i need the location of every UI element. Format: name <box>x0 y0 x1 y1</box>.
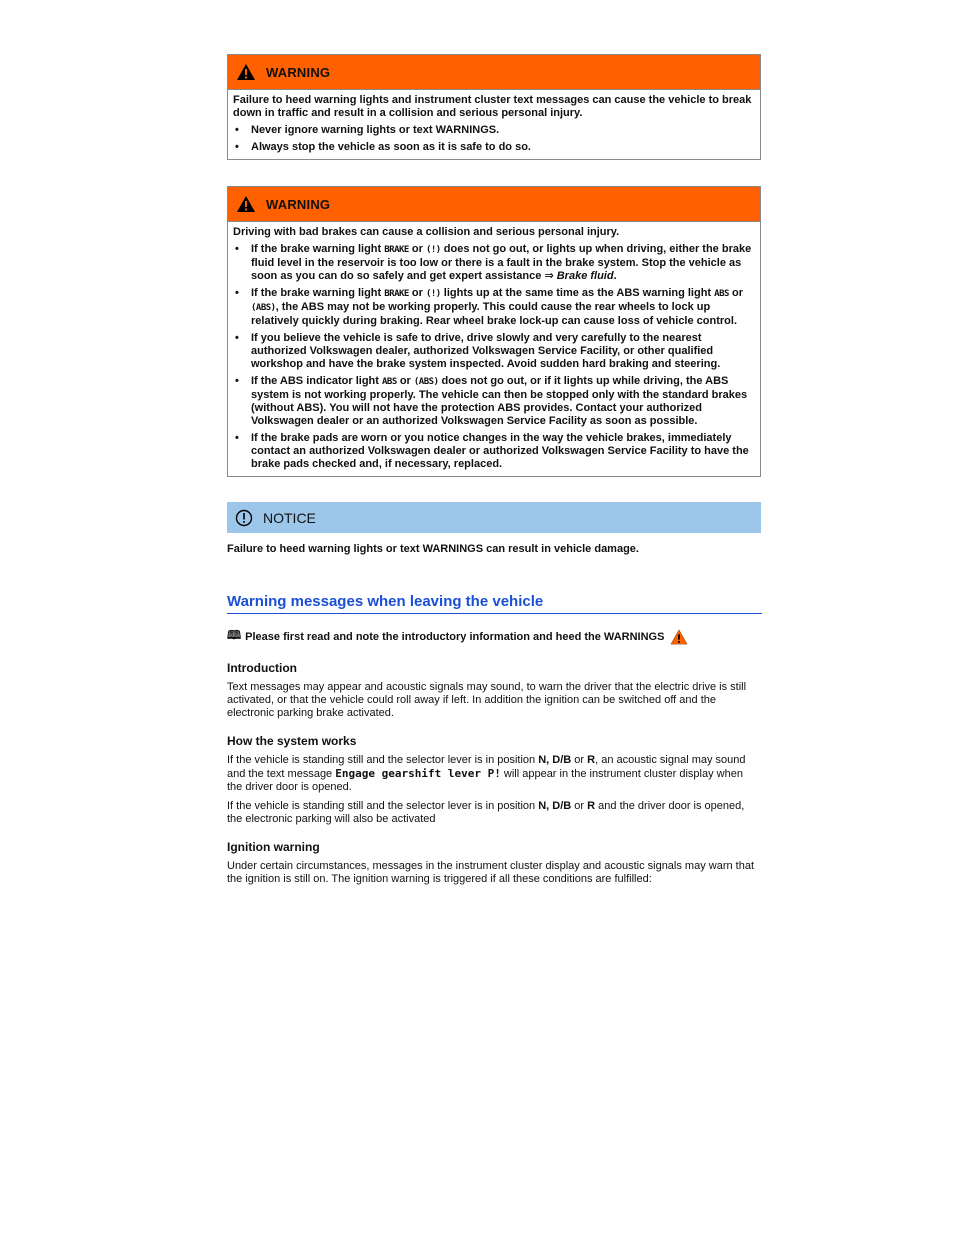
paragraph-introduction: Text messages may appear and acoustic signals may sound, to warn the driver that the electric drive is still activated, or that the vehicle could roll away if left. In addition the ignition can be switched off and the electronic parking brake activated. <box>227 681 747 719</box>
abs-circle-icon: (ABS) <box>413 377 439 387</box>
warning-triangle-icon <box>236 195 256 213</box>
paragraph-how-1: If the vehicle is standing still and the selector lever is in position N, D/B or R, an acoustic signal may sound and the text message Engage gearshift lever P! will appear in the instrument cluster display when the driver door is opened. <box>227 754 746 793</box>
warning-triangle-icon <box>670 629 688 645</box>
bullet-item: • If the ABS indicator light ABS or (ABS) does not go out, or if it lights up while driving, the ABS system is not working properly. The vehicle can then be stopped only with the standard brakes (without ABS). You will not have the protection ABS provides. Contact your authorized Volkswagen dealer or an authorized Volkswagen Service Facility as soon as possible. <box>235 375 748 427</box>
brake-circle-icon: (!) <box>425 289 441 299</box>
heading-how-system-works: How the system works <box>227 734 357 748</box>
paragraph-how-2: If the vehicle is standing still and the selector lever is in position N, D/B or R and the driver door is opened, the electronic parking will also be activated <box>227 800 745 825</box>
warning-intro: Failure to heed warning lights and instrument cluster text messages can cause the vehicle to break down in traffic and result in a collision and serious personal injury. <box>233 94 752 119</box>
abs-warning-light-icon: ABS <box>382 377 397 387</box>
abs-circle-icon: (ABS) <box>251 303 276 313</box>
notice-exclamation-icon <box>235 509 253 527</box>
notice-block <box>227 502 761 555</box>
warning-box-1 <box>227 54 761 160</box>
warning-label: WARNING <box>266 196 331 212</box>
bullet-item: • If the brake pads are worn or you notice changes in the way the vehicle brakes, immediately contact an authorized Volkswagen dealer or authorized Volkswagen Service Facility to have the brake pads checked and, if necessary, replaced. <box>235 432 749 470</box>
warning-intro: Driving with bad brakes can cause a collision and serious personal injury. <box>233 226 620 238</box>
bullet-item: • Always stop the vehicle as soon as it is safe to do so. <box>235 141 531 153</box>
brake-fluid-link[interactable]: Brake fluid <box>556 270 614 282</box>
section-title: Warning messages when leaving the vehicle <box>227 593 762 614</box>
heading-ignition-warning: Ignition warning <box>227 840 320 854</box>
abs-warning-light-icon: ABS <box>714 289 729 299</box>
book-icon: 🕮 <box>227 628 242 642</box>
heading-introduction: Introduction <box>227 661 297 675</box>
bullet-item: • Never ignore warning lights or text WARNINGS. <box>235 124 500 136</box>
notice-label: NOTICE <box>263 509 316 526</box>
warning-header <box>228 55 760 90</box>
bullet-item: • If you believe the vehicle is safe to drive, drive slowly and very carefully to the nearest authorized Volkswagen dealer, authorized Volkswagen Service Facility, or other qualified workshop and have the brake system inspected. Avoid sudden hard braking and steering. <box>235 332 721 370</box>
section <box>227 593 761 886</box>
brake-warning-light-icon: BRAKE <box>384 245 409 255</box>
notice-header <box>227 502 761 533</box>
notice-text: Failure to heed warning lights or text WARNINGS can result in vehicle damage. <box>227 543 639 555</box>
bullet-item: • If the brake warning light BRAKE or (!) lights up at the same time as the ABS warning light ABS or (ABS), the ABS may not be working properly. This could cause the rear wheels to lock up relatively quickly during braking. Rear wheel brake lock-up can cause loss of vehicle control. <box>235 287 743 327</box>
intro-reference: 🕮 Please first read and note the introductory information and heed the WARNINGS <box>227 626 761 647</box>
warning-label: WARNING <box>266 64 331 80</box>
warning-header <box>228 187 760 222</box>
manual-page <box>227 54 761 892</box>
display-message: Engage gearshift lever P! <box>335 767 501 780</box>
warning-box-2 <box>227 186 761 477</box>
brake-warning-light-icon: BRAKE <box>384 289 409 299</box>
paragraph-ignition: Under certain circumstances, messages in the instrument cluster display and acoustic signals may warn that the ignition is still on. The ignition warning is triggered if all these conditions are fulfilled: <box>227 860 755 885</box>
bullet-item: • If the brake warning light BRAKE or (!) does not go out, or lights up when driving, either the brake fluid level in the reservoir is too low or there is a fault in the brake system. Stop the vehicle as soon as you can do so safely and get expert assistance ⇒ Brake fluid. <box>235 243 752 282</box>
warning-triangle-icon <box>236 63 256 81</box>
brake-circle-icon: (!) <box>425 245 441 255</box>
